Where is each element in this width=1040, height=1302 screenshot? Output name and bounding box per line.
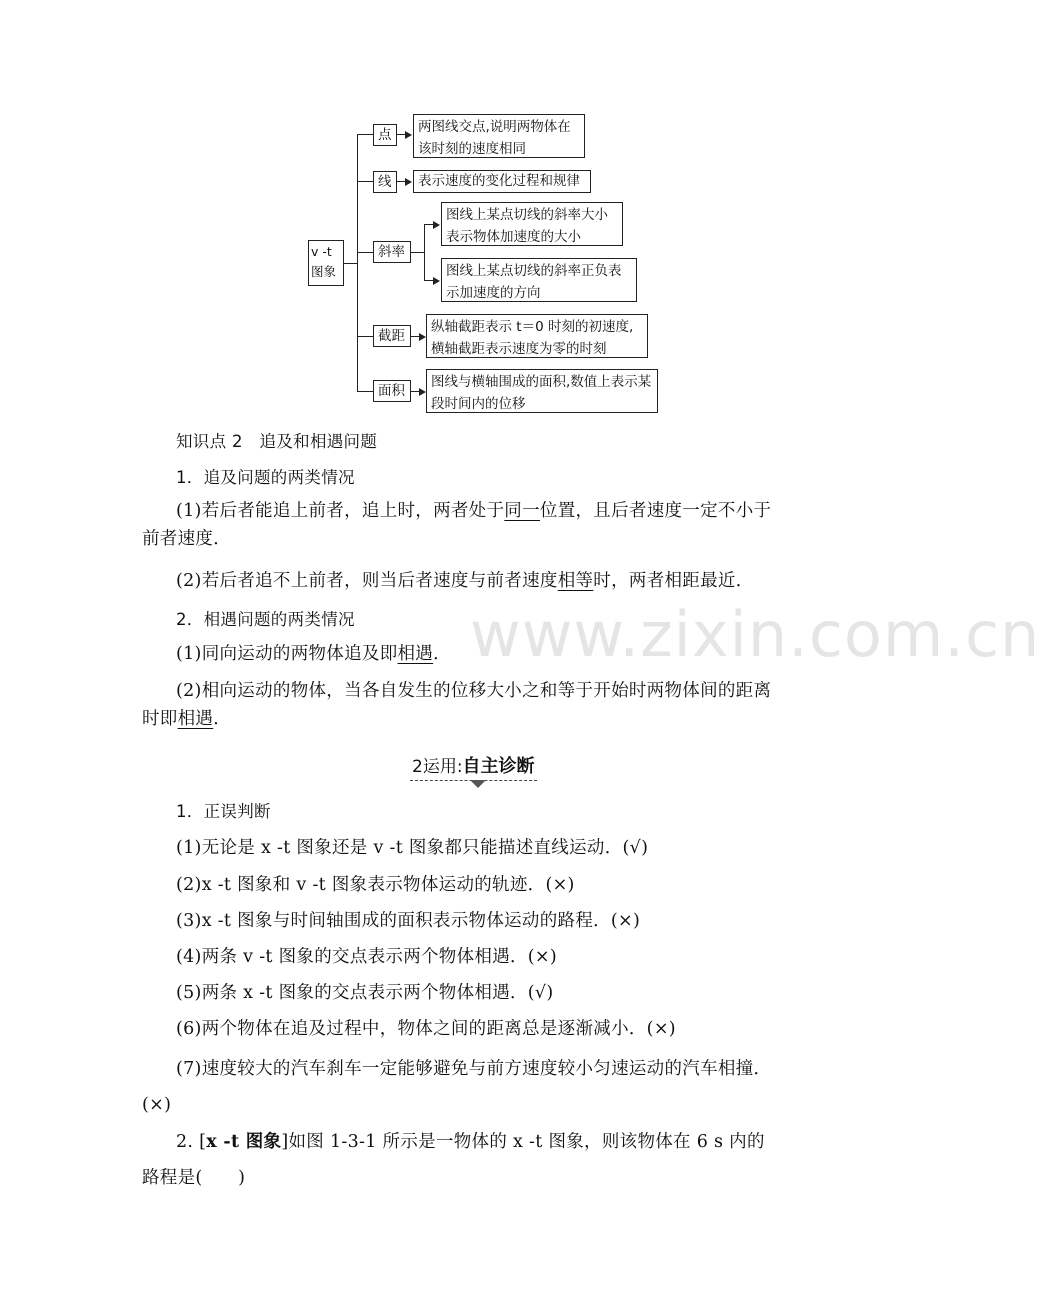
- para-chase-2: (2)若后者追不上前者，则当后者速度与前者速度相等时，两者相距最近．: [176, 571, 754, 591]
- branch-point: 点: [373, 124, 397, 146]
- para-meet-1: (1)同向运动的两物体追及即相遇．: [176, 644, 451, 664]
- judgement-item: (5)两条 x -t 图象的交点表示两个物体相遇．(√): [176, 983, 554, 1003]
- branch-slope: 斜率: [373, 241, 411, 263]
- section-banner: [410, 752, 537, 781]
- judgement-item: (7)速度较大的汽车刹车一定能够避免与前方速度较小匀速运动的汽车相撞．(×): [142, 1059, 772, 1115]
- banner-title: 自主诊断: [462, 756, 535, 777]
- question-2: 2. [x -t 图象]如图 1-3-1 所示是一物体的 x -t 图象，则该物体在 6 s 内的路程是( ): [142, 1132, 765, 1188]
- branch-line: 线: [373, 171, 397, 193]
- section-title: 知识点 2 追及和相遇问题: [176, 432, 378, 451]
- judgement-item: (1)无论是 x -t 图象还是 v -t 图象都只能描述直线运动．(√): [176, 838, 649, 858]
- banner-arrow-icon: [470, 780, 486, 788]
- judgement-item: (6)两个物体在追及过程中，物体之间的距离总是逐渐减小．(×): [176, 1019, 676, 1039]
- diagram-root: v -t 图象: [308, 240, 344, 286]
- branch-point-desc: 两图线交点,说明两物体在该时刻的速度相同: [413, 114, 585, 158]
- judgement-item: (3)x -t 图象与时间轴围成的面积表示物体运动的路程．(×): [176, 911, 641, 931]
- banner-prefix: 2运用:: [412, 757, 463, 777]
- question-2-tag: x -t 图象: [206, 1132, 282, 1152]
- heading-chase: 1．追及问题的两类情况: [176, 468, 355, 487]
- branch-line-desc: 表示速度的变化过程和规律: [413, 170, 591, 193]
- heading-judgement: 1．正误判断: [176, 802, 271, 821]
- branch-slope-sub2: 图线上某点切线的斜率正负表示加速度的方向: [441, 258, 637, 302]
- branch-slope-sub1: 图线上某点切线的斜率大小表示物体加速度的大小: [441, 202, 623, 246]
- branch-area: 面积: [373, 380, 411, 402]
- branch-intercept: 截距: [373, 325, 411, 347]
- judgement-item: (2)x -t 图象和 v -t 图象表示物体运动的轨迹．(×): [176, 875, 575, 895]
- heading-meet: 2．相遇问题的两类情况: [176, 610, 355, 629]
- watermark: www.zixin.com.cn: [470, 598, 1040, 671]
- judgement-item: (4)两条 v -t 图象的交点表示两个物体相遇．(×): [176, 947, 558, 967]
- para-meet-2: (2)相向运动的物体，当各自发生的位移大小之和等于开始时两物体间的距离时即相遇．: [142, 681, 772, 729]
- para-chase-1: (1)若后者能追上前者，追上时，两者处于同一位置，且后者速度一定不小于前者速度．: [142, 501, 772, 549]
- branch-area-desc: 图线与横轴围成的面积,数值上表示某段时间内的位移: [426, 369, 658, 413]
- branch-intercept-desc: 纵轴截距表示 t＝0 时刻的初速度,横轴截距表示速度为零的时刻: [426, 314, 648, 358]
